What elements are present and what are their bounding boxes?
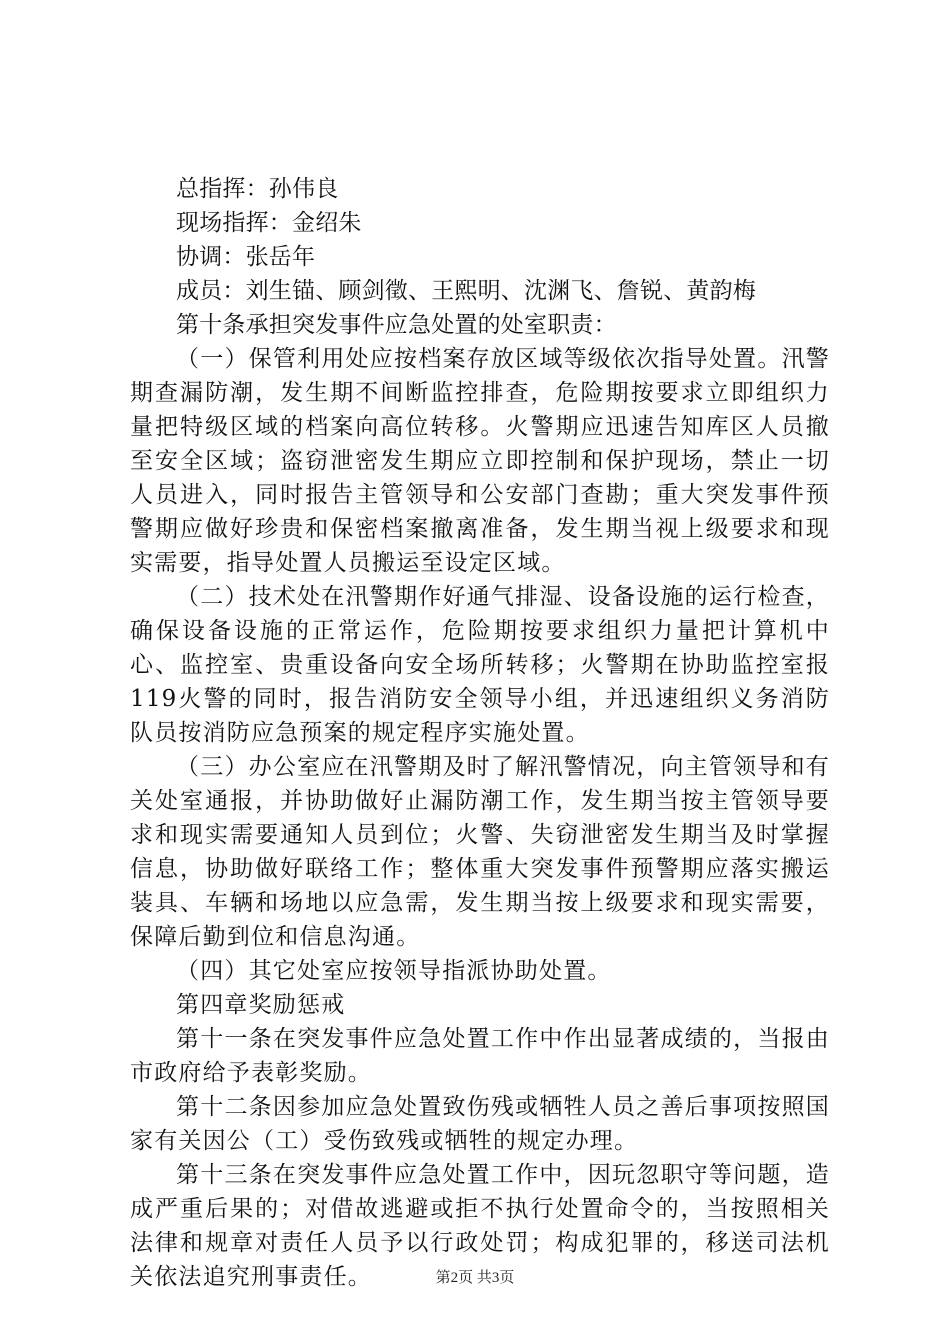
paragraph-section-4: （四）其它处室应按领导指派协助处置。 [176,958,612,984]
document-body [130,172,830,1294]
members-line: 成员：刘生锚、顾剑徵、王熙明、沈渊飞、詹锐、黄韵梅 [176,278,756,304]
commander-line: 总指挥：孙伟良 [176,176,339,202]
coordinator-line: 协调：张岳年 [176,244,316,270]
article-10-heading: 第十条承担突发事件应急处置的处室职责： [176,312,617,338]
site-commander-line: 现场指挥：金绍朱 [176,210,362,236]
article-13: 第十三条在突发事件应急处置工作中，因玩忽职守等问题，造成严重后果的；对借故逃避或拒不执行处置命令的，当按照相关法律和规章对责任人员予以行政处罚；构成犯罪的，移送司法机关依法追究刑事责任。 [130,1162,830,1290]
paragraph-section-2: （二）技术处在汛警期作好通气排湿、设备设施的运行检查，确保设备设施的正常运作，危险期按要求组织力量把计算机中心、监控室、贵重设备向安全场所转移；火警期在协助监控室报119火警的同时，报告消防安全领导小组，并迅速组织义务消防队员按消防应急预案的规定程序实施处置。 [130,584,830,746]
page-footer: 第2页 共3页 [435,1270,515,1286]
paragraph-section-1: （一）保管利用处应按档案存放区域等级依次指导处置。汛警期查漏防潮，发生期不间断监控排查，危险期按要求立即组织力量把特级区域的档案向高位转移。火警期应迅速告知库区人员撤至安全区域；盗窃泄密发生期应立即控制和保护现场，禁止一切人员进入，同时报告主管领导和公安部门查勘；重大突发事件预警期应做好珍贵和保密档案撤离准备，发生期当视上级要求和现实需要，指导处置人员搬运至设定区域。 [130,346,830,576]
article-11: 第十一条在突发事件应急处置工作中作出显著成绩的，当报由市政府给予表彰奖励。 [130,1026,830,1086]
paragraph-section-3: （三）办公室应在汛警期及时了解汛警情况，向主管领导和有关处室通报，并协助做好止漏防潮工作，发生期当按主管领导要求和现实需要通知人员到位；火警、失窃泄密发生期当及时掌握信息，协助做好联络工作；整体重大突发事件预警期应落实搬运装具、车辆和场地以应急需，发生期当按上级要求和现实需要，保障后勤到位和信息沟通。 [130,754,830,950]
article-12: 第十二条因参加应急处置致伤残或牺牲人员之善后事项按照国家有关因公（工）受伤致残或牺牲的规定办理。 [130,1094,830,1154]
chapter-4-heading: 第四章奖励惩戒 [176,992,346,1018]
